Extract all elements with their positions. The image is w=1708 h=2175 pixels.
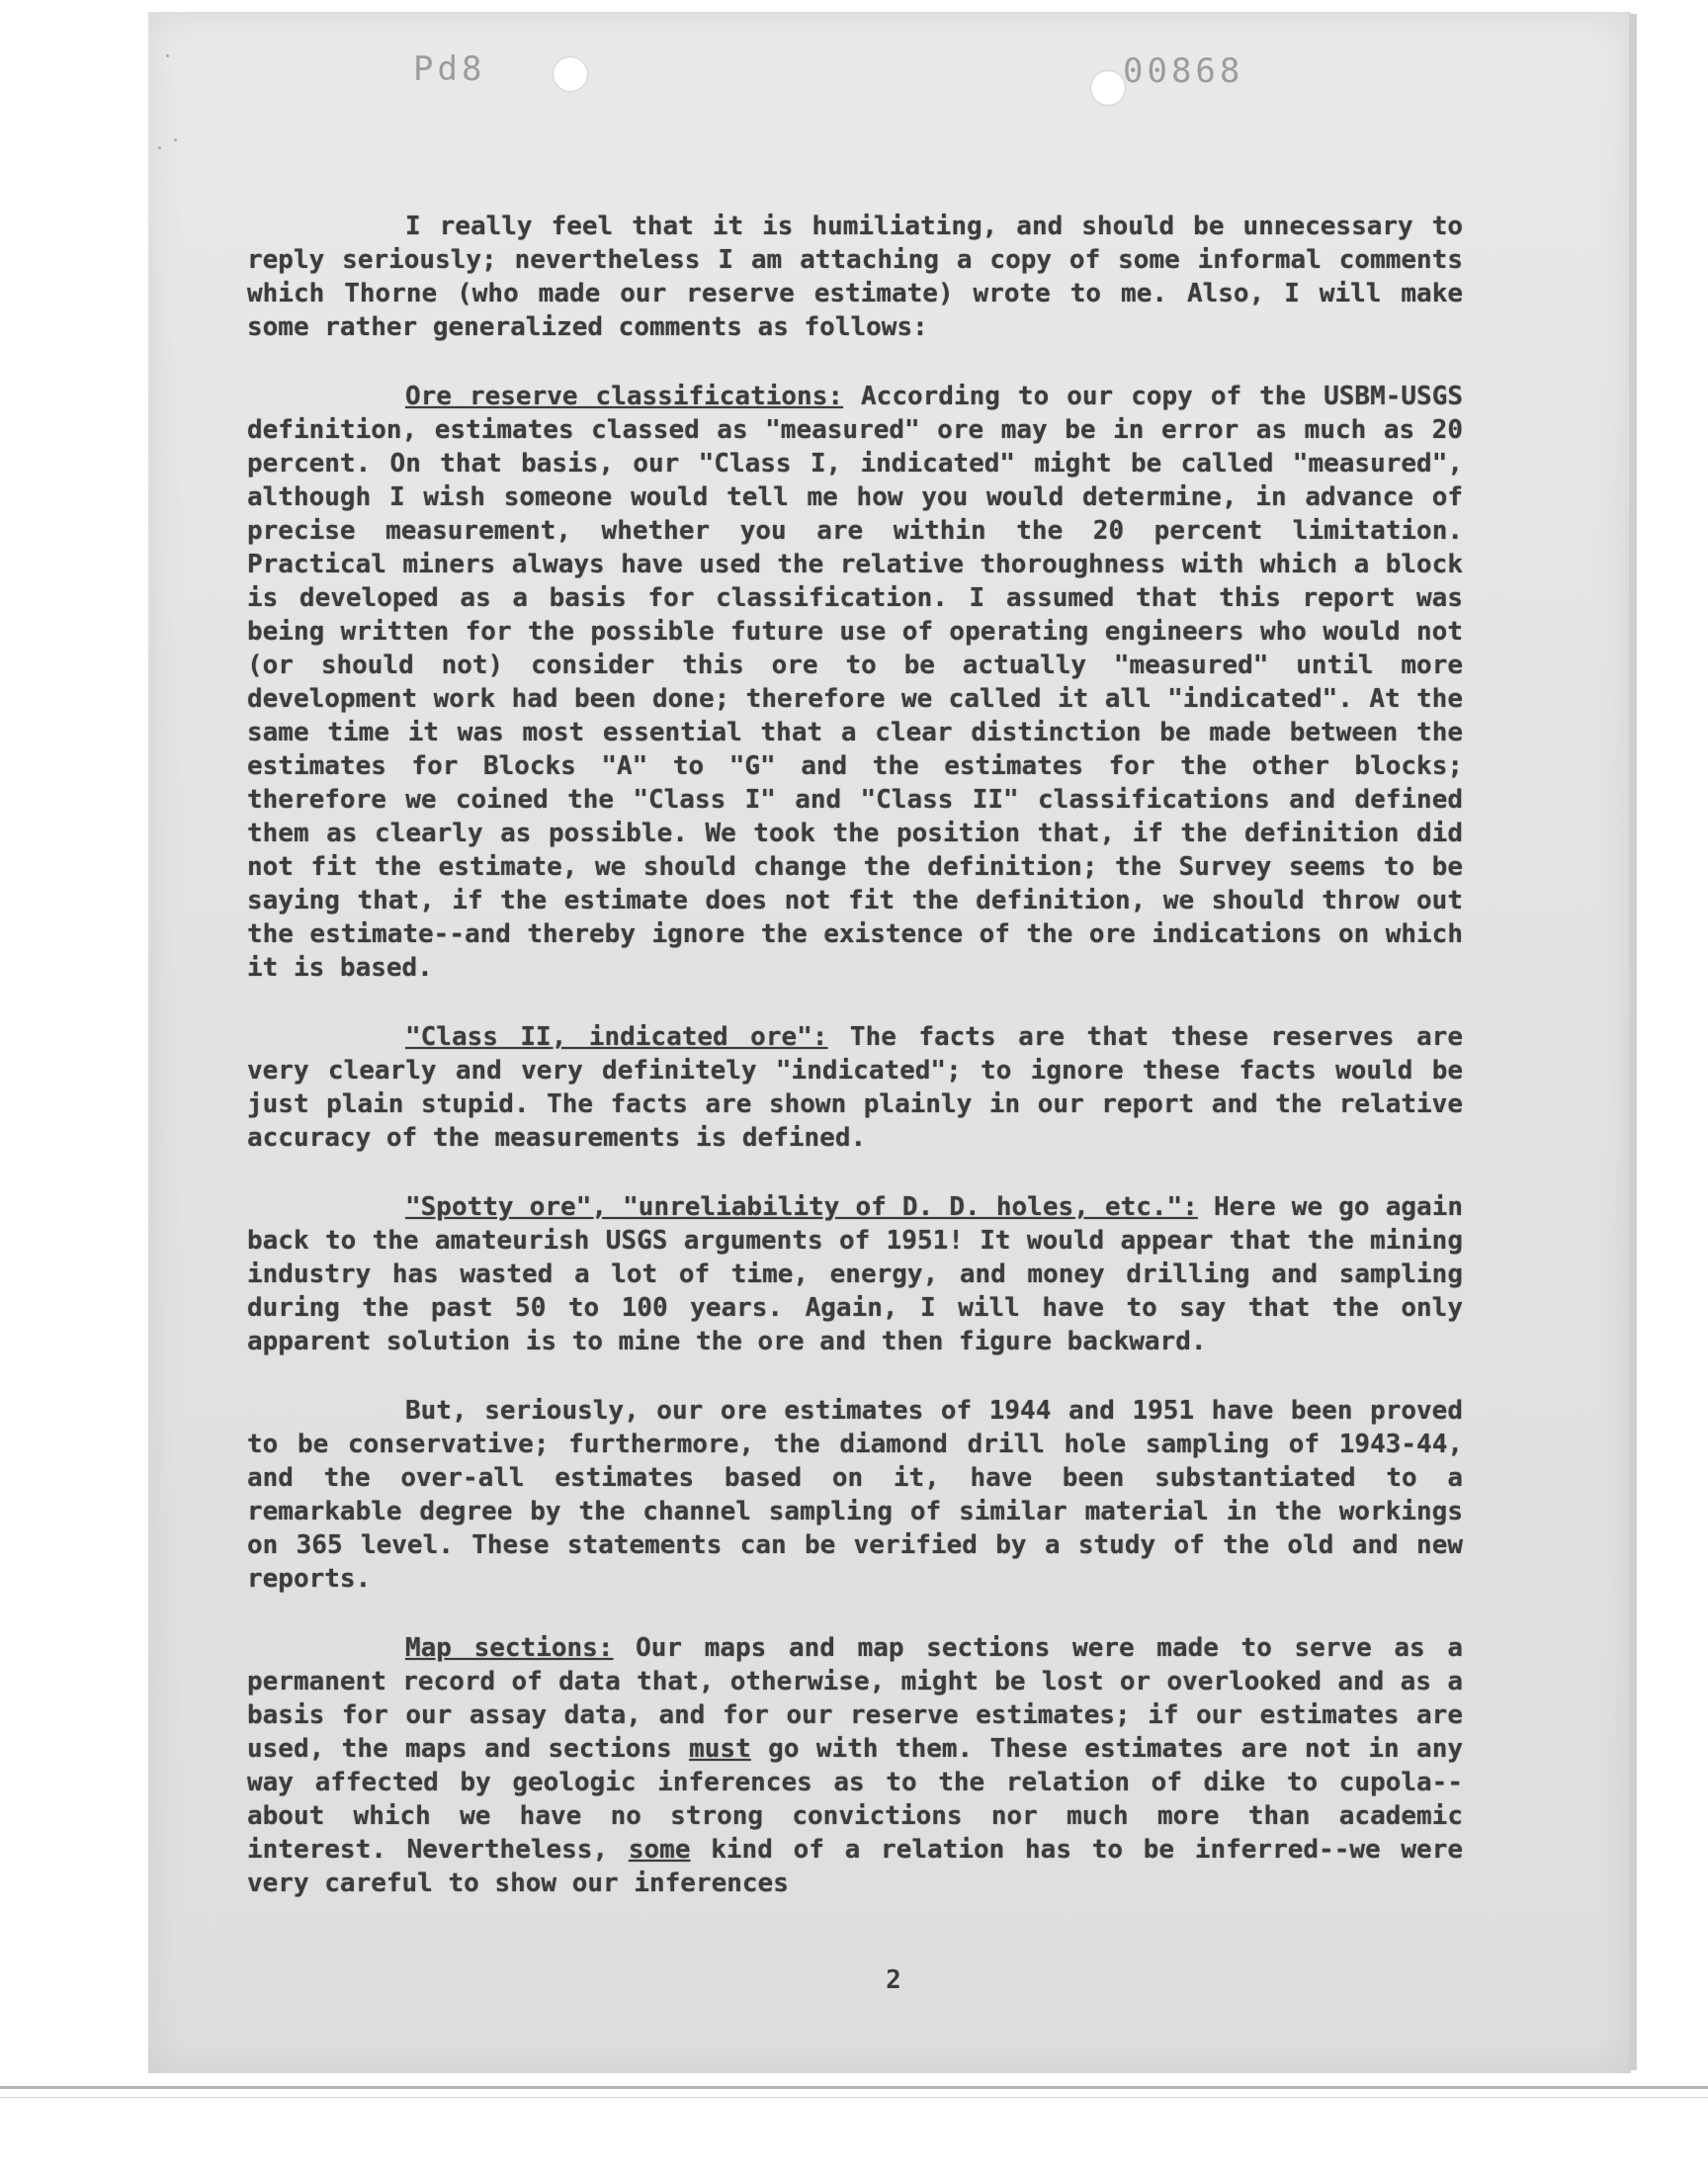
letter-body	[247, 210, 1463, 1936]
paragraph-text: Our maps and map sections were made to serve as a permanent record of data that, otherwise, might be lost or overlooked and as a basis for our assay data, and for our reserve estimates; if our estimates are used, the maps and sections	[247, 1633, 1463, 1764]
paragraph-text: But, seriously, our ore estimates of 1944 and 1951 have been proved to be conservative; furthermore, the diamond drill hole sampling of 1943-44, and the over-all estimates based on it, have been substantiated to a remarkable degree by the channel sampling of similar material in the workings on 365 level. These statements can be verified by a study of the old and new reports.	[247, 1396, 1463, 1594]
scan-speck	[158, 146, 161, 149]
paragraph-text: Here we go again back to the amateurish USGS arguments of 1951! It would appear that the mining industry has wasted a lot of time, energy, and money drilling and sampling during the past 50 to 100 years. Again, I will have to say that the only apparent solution is to mine the ore and then figure backward.	[247, 1192, 1464, 1356]
scan-speck	[174, 138, 177, 141]
paragraph-heading: Ore reserve classifications:	[405, 382, 844, 411]
paragraph-heading: "Spotty ore", "unreliability of D. D. holes, etc.":	[405, 1192, 1198, 1222]
paragraph-conservative-estimates	[247, 1394, 1463, 1596]
archive-stamp-right: 00868	[1123, 51, 1244, 91]
paragraph-spotty-ore	[247, 1190, 1463, 1358]
paragraph-text: According to our copy of the USBM-USGS definition, estimates classed as "measured" ore may be in error as much as 20 percent. On that basis, our "Class I, indicated" might be called "measured", although I wish someone would tell me how you would determine, in advance of precise measurement, whether you are within the 20 percent limitation. Practical miners always have used the relative thoroughness with which a block is developed as a basis for classification. I assumed that this report was being written for the possible future use of operating engineers who would not (or should not) consider this ore to be actually "measured" until more development work had been done; therefore we called it all "indicated". At the same time it was most essential that a clear distinction be made between the estimates for Blocks "A" to "G" and the estimates for the other blocks; therefore we coined the "Class I" and "Class II" classifications and defined them as clearly as possible. We took the position that, if the definition did not fit the estimate, we should change the definition; the Survey seems to be saying that, if the estimate does not fit the definition, we should throw out the estimate--and thereby ignore the existence of the ore indications on which it is based.	[247, 382, 1464, 983]
punch-hole-left	[554, 57, 587, 91]
paragraph-text: The facts are that these reserves are very clearly and very definitely "indicated"; to ignore these facts would be just plain stupid. The facts are shown plainly in our report and the relative accuracy of the measurements is defined.	[247, 1022, 1463, 1153]
archive-stamp-left: Pd8	[413, 49, 486, 89]
paragraph-ore-reserve-classifications	[247, 380, 1463, 985]
punch-hole-right	[1091, 71, 1125, 105]
paragraph-text: I really feel that it is humiliating, and should be unnecessary to reply seriously; nevertheless I am attaching a copy of some informal comments which Thorne (who made our reserve estimate) wrote to me. Also, I will make some rather generalized comments as follows:	[247, 212, 1463, 342]
emphasis-some: some	[628, 1835, 691, 1865]
paragraph-intro	[247, 210, 1463, 344]
page-number: 2	[886, 1965, 901, 1995]
scan-speck	[166, 54, 169, 57]
paragraph-map-sections	[247, 1631, 1463, 1900]
paragraph-text: go with them. These estimates are not in any way affected by geologic inferences as to the relation of dike to cupola--about which we have no strong convictions nor much more than academic interest. Nevertheless,	[247, 1734, 1464, 1865]
paragraph-class-ii-indicated-ore	[247, 1020, 1463, 1155]
paragraph-heading: "Class II, indicated ore":	[405, 1022, 828, 1052]
scan-bottom-edge	[0, 2086, 1708, 2089]
paragraph-text: kind of a relation has to be inferred--we were very careful to show our inferences	[247, 1835, 1464, 1898]
emphasis-must: must	[689, 1734, 751, 1764]
scan-bottom-edge-secondary	[0, 2097, 1708, 2098]
paragraph-heading: Map sections:	[405, 1633, 614, 1663]
paper-edge	[1629, 14, 1637, 2070]
